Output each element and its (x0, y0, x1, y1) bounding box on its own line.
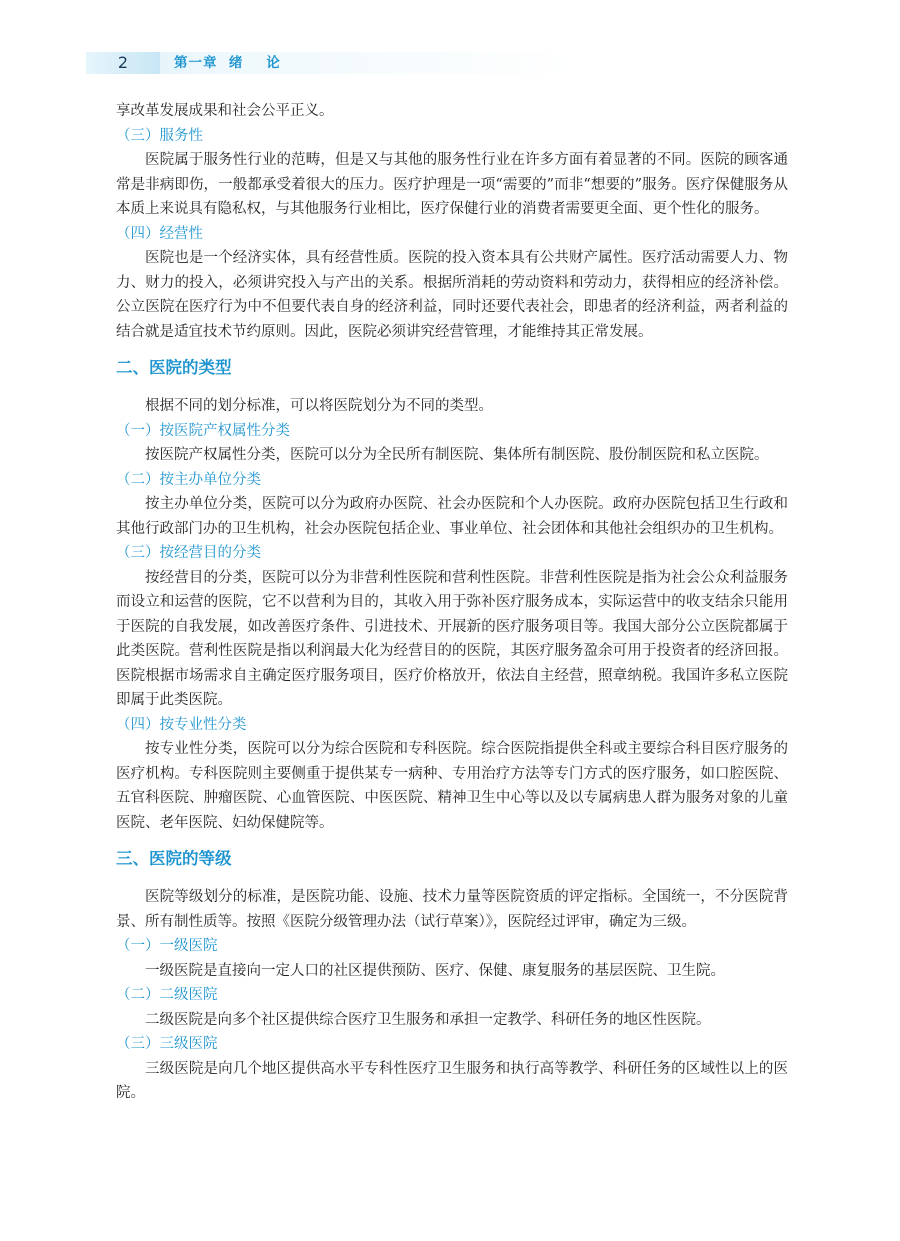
paragraph-property-rights: 按医院产权属性分类，医院可以分为全民所有制医院、集体所有制医院、股份制医院和私立医院。 (145, 447, 769, 463)
subheading-business-purpose: （三）按经营目的分类 (116, 545, 261, 561)
subheading-grade-2: （二）二级医院 (116, 987, 218, 1003)
paragraph-grade-1: 一级医院是直接向一定人口的社区提供预防、医疗、保健、康复服务的基层医院、卫生院。 (145, 962, 725, 979)
subheading-grade-1: （一）一级医院 (116, 938, 218, 954)
subheading-sponsor: （二）按主办单位分类 (116, 471, 261, 488)
chapter-title: 第一章 绪 论 (174, 55, 281, 71)
paragraph-continuation: 享改革发展成果和社会公平正义。 (116, 103, 334, 119)
section-heading-hospital-grades: 三、医院的等级 (116, 849, 232, 868)
subheading-property-rights: （一）按医院产权属性分类 (116, 422, 290, 439)
paragraph-sponsor: 按主办单位分类，医院可以分为政府办医院、社会办医院和个人办医院。政府办医院包括卫生行政和其他行政部门办的卫生机构，社会办医院包括企业、事业单位、社会团体和其他社会组织办的卫生机构。 (116, 496, 788, 537)
paragraph-grade-3: 三级医院是向几个地区提供高水平专科性医疗卫生服务和执行高等教学、科研任务的区域性以上的医院。 (116, 1060, 788, 1101)
subheading-grade-3: （三）三级医院 (116, 1036, 218, 1052)
paragraph-business-purpose: 按经营目的分类，医院可以分为非营利性医院和营利性医院。非营利性医院是指为社会公众利益服务而设立和运营的医院，它不以营利为目的，其收入用于弥补医疗服务成本，实际运营中的收支结余只能用于医院的自我发展，如改善医疗条件、引进技术、开展新的医疗服务项目等。我国大部分公立医院都属于此类医院。营利性医院是指以利润最大化为经营目的的医院，其医疗服务盈余可用于投资者的经济回报。医院根据市场需求自主确定医疗服务项目，医疗价格放开，依法自主经营，照章纳税。我国许多私立医院即属于此类医院。 (116, 569, 788, 708)
subheading-operation: （四）经营性 (116, 225, 203, 242)
section-heading-hospital-types: 二、医院的类型 (116, 358, 232, 377)
page-number: 2 (86, 52, 160, 74)
paragraph-service: 医院属于服务性行业的范畴，但是又与其他的服务性行业在许多方面有着显著的不同。医院的顾客通常是非病即伤，一般都承受着很大的压力。医疗护理是一项“需要的”而非“想要的”服务。医疗保健服务从本质上来说具有隐私权，与其他服务行业相比，医疗保健行业的消费者需要更全面、更个性化的服务。 (116, 152, 788, 217)
page-content (116, 99, 788, 1106)
subheading-service: （三）服务性 (116, 127, 203, 144)
paragraph-grade-2: 二级医院是向多个社区提供综合医疗卫生服务和承担一定教学、科研任务的地区性医院。 (145, 1011, 711, 1028)
subheading-specialty: （四）按专业性分类 (116, 716, 247, 733)
paragraph-operation: 医院也是一个经济实体，具有经营性质。医院的投入资本具有公共财产属性。医疗活动需要人力、物力、财力的投入，必须讲究投入与产出的关系。根据所消耗的劳动资料和劳动力，获得相应的经济补偿。公立医院在医疗行为中不但要代表自身的经济利益，同时还要代表社会，即患者的经济利益，两者利益的结合就是适宜技术节约原则。因此，医院必须讲究经营管理，才能维持其正常发展。 (116, 250, 788, 340)
paragraph-grades-intro: 医院等级划分的标准，是医院功能、设施、技术力量等医院资质的评定指标。全国统一，不分医院背景、所有制性质等。按照《医院分级管理办法（试行草案）》，医院经过评审，确定为三级。 (116, 889, 788, 930)
running-header (86, 52, 900, 74)
paragraph-specialty: 按专业性分类，医院可以分为综合医院和专科医院。综合医院指提供全科或主要综合科目医疗服务的医疗机构。专科医院则主要侧重于提供某专一病种、专用治疗方法等专门方式的医疗服务，如口腔医院、五官科医院、肿瘤医院、心血管医院、中医医院、精神卫生中心等以及以专属病患人群为服务对象的儿童医院、老年医院、妇幼保健院等。 (116, 741, 788, 831)
paragraph-types-intro: 根据不同的划分标准，可以将医院划分为不同的类型。 (145, 398, 493, 414)
